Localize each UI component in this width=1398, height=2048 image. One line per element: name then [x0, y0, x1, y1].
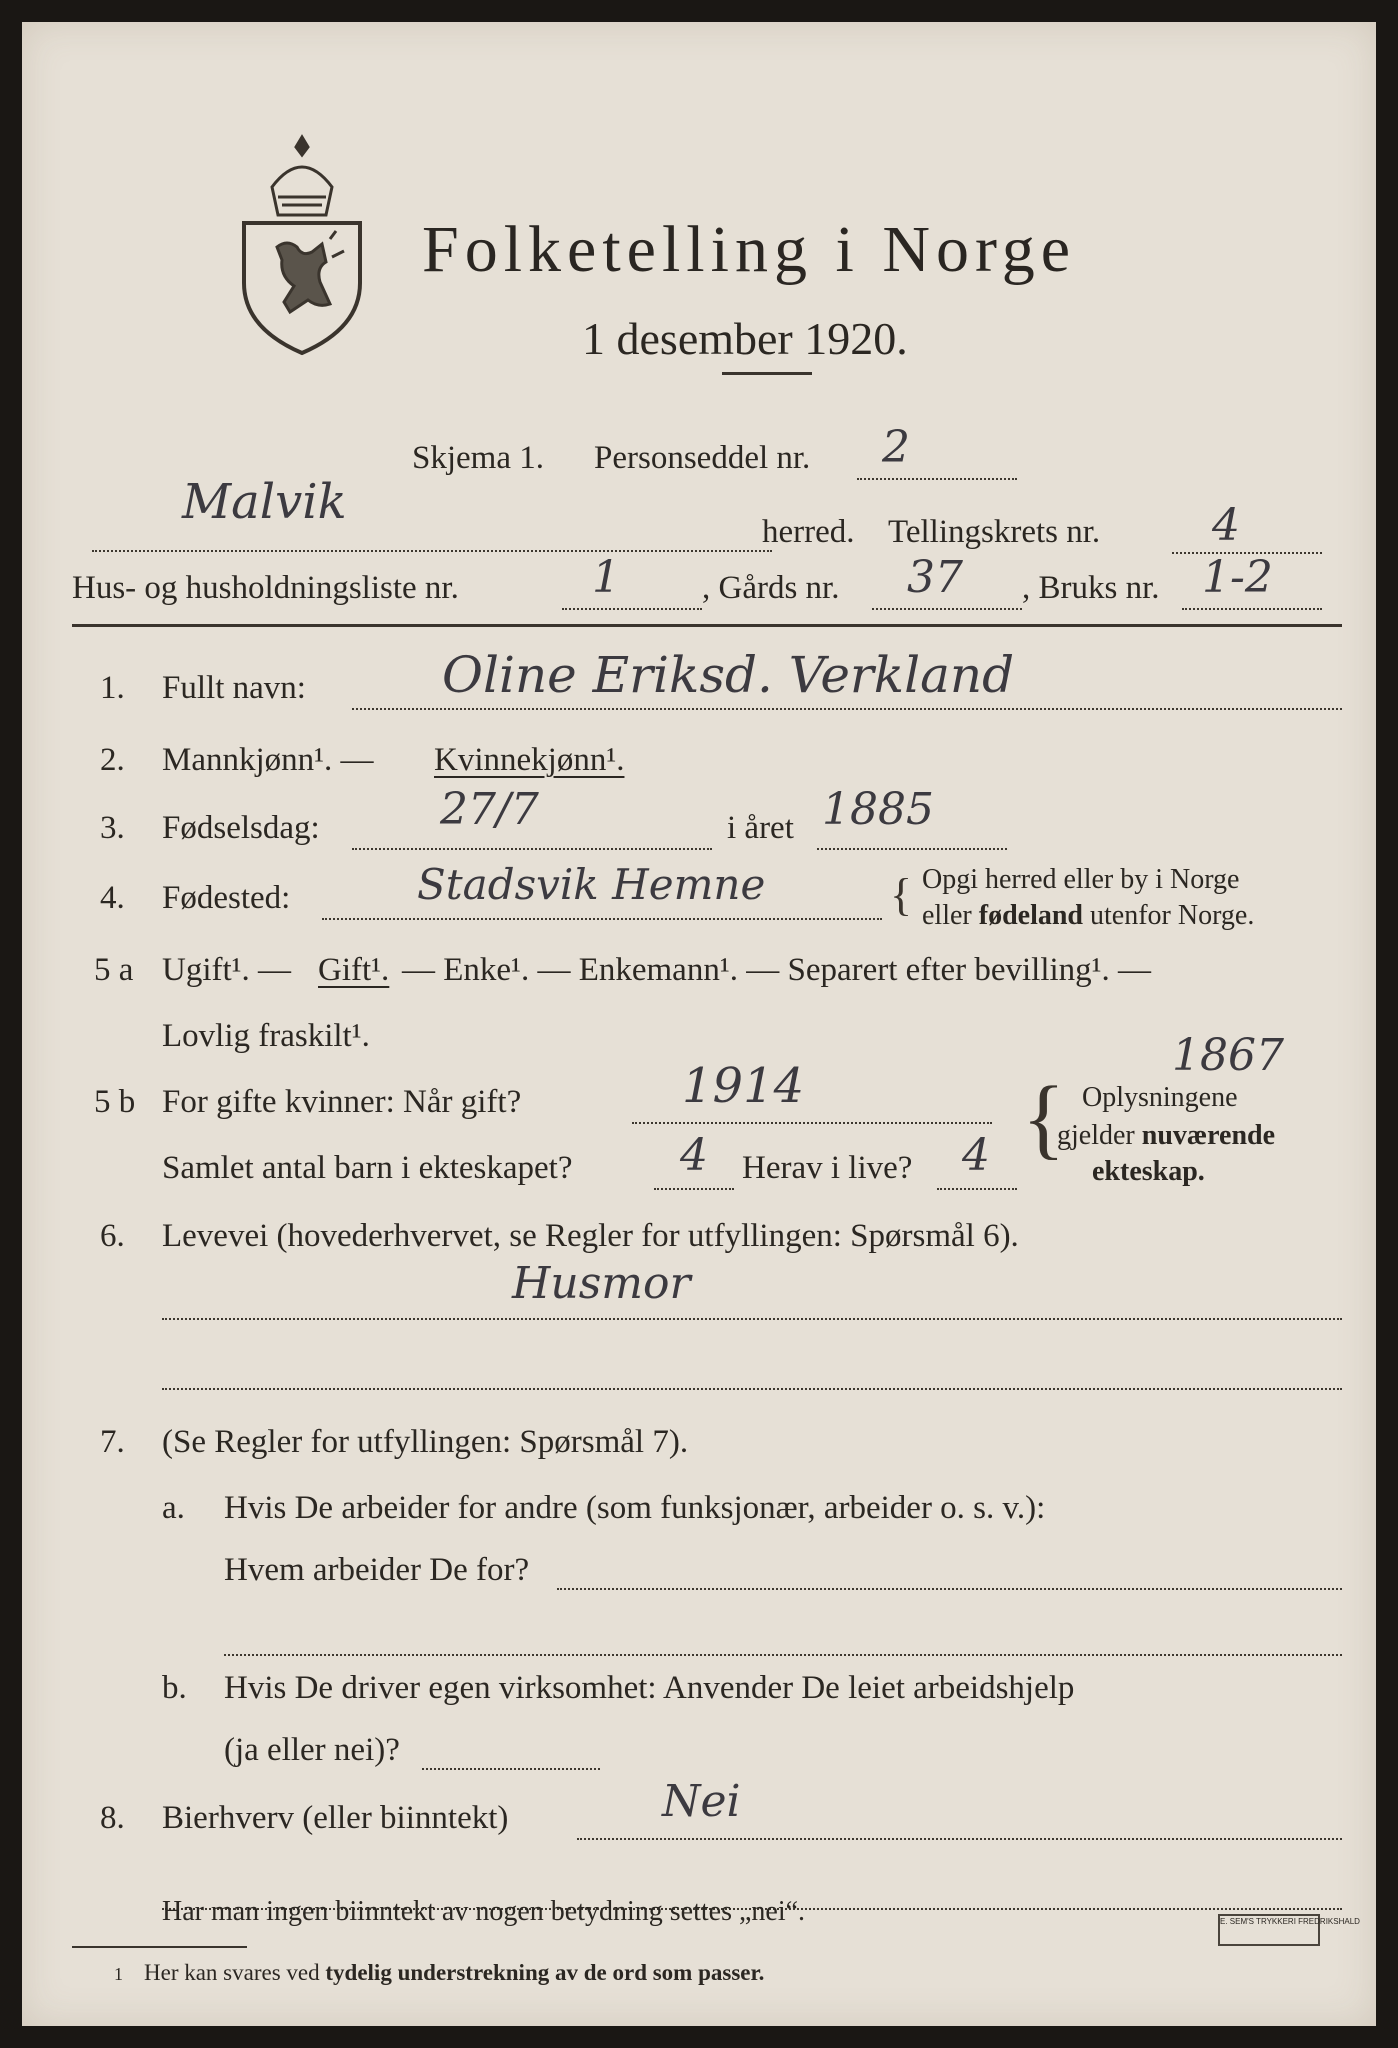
q5b-note-1: Oplysningene: [1082, 1082, 1238, 1113]
q7a-line2: Hvem arbeider De for?: [224, 1552, 530, 1588]
q6-number: 6.: [100, 1218, 125, 1254]
q5b-extra-value[interactable]: 1867: [1172, 1030, 1284, 1081]
form-date: 1 desember 1920.: [582, 313, 908, 364]
q3-value[interactable]: 27/7: [440, 784, 539, 835]
q4-note-line2: eller fødeland utenfor Norge.: [922, 900, 1255, 931]
personseddel-value[interactable]: 2: [882, 422, 910, 473]
q8-value[interactable]: Nei: [662, 1776, 741, 1827]
q5b-barn-value[interactable]: 4: [680, 1130, 708, 1181]
q7b-line2: (ja eller nei)?: [224, 1732, 400, 1768]
printer-stamp: E. SEM'S TRYKKERI FREDRIKSHALD: [1218, 1914, 1320, 1946]
q5b-note-3: ekteskap.: [1092, 1156, 1205, 1187]
form-title: Folketelling i Norge: [422, 213, 1077, 286]
footnote: Her kan svares ved tydelig understrekning av de ord som passer.: [144, 1960, 765, 1985]
husliste-value[interactable]: 1: [592, 552, 620, 603]
tellingskrets-value[interactable]: 4: [1212, 500, 1240, 551]
q5b-live-value[interactable]: 4: [962, 1130, 990, 1181]
q5a-line2: Lovlig fraskilt¹.: [162, 1018, 370, 1054]
skjema-label: Skjema 1.: [412, 440, 544, 476]
q5a-gift: Gift¹.: [318, 952, 390, 988]
q8-number: 8.: [100, 1800, 125, 1836]
bruks-value[interactable]: 1-2: [1202, 552, 1273, 603]
gards-label: , Gårds nr.: [702, 570, 840, 606]
footnote-mark: 1: [114, 1964, 123, 1984]
q3-year-label: i året: [727, 810, 794, 846]
q5b-note-2: gjelder nuværende: [1057, 1120, 1276, 1151]
tellingskrets-label: Tellingskrets nr.: [888, 514, 1101, 550]
q7-number: 7.: [100, 1424, 125, 1460]
q8-label: Bierhverv (eller biinntekt): [162, 1800, 509, 1836]
q6-label: Levevei (hovederhvervet, se Regler for utfyllingen: Spørsmål 6).: [162, 1218, 1019, 1254]
personseddel-label: Personseddel nr.: [594, 440, 811, 476]
q5b-number: 5 b: [94, 1084, 136, 1120]
q3-number: 3.: [100, 810, 125, 846]
q1-label: Fullt navn:: [162, 670, 306, 706]
q2-number: 2.: [100, 742, 125, 778]
q5b-barn-label: Samlet antal barn i ekteskapet?: [162, 1150, 573, 1186]
q5b-label: For gifte kvinner: Når gift?: [162, 1084, 522, 1120]
husliste-label: Hus- og husholdningsliste nr.: [72, 570, 459, 606]
norway-coat-of-arms-icon: [232, 127, 372, 357]
q5a-number: 5 a: [94, 952, 134, 988]
q2-mann: Mannkjønn¹. —: [162, 742, 374, 778]
q5a-ugift: Ugift¹. —: [162, 952, 292, 988]
herred-label: herred.: [762, 514, 855, 550]
q7a-letter: a.: [162, 1490, 185, 1526]
q4-note-line1: Opgi herred eller by i Norge: [922, 864, 1240, 895]
q7-label: (Se Regler for utfyllingen: Spørsmål 7).: [162, 1424, 689, 1460]
q7b-label: Hvis De driver egen virksomhet: Anvender De leiet arbeidshjelp: [224, 1670, 1075, 1706]
bruks-label: , Bruks nr.: [1022, 570, 1160, 606]
q4-label: Fødested:: [162, 880, 291, 916]
q5a-rest: — Enke¹. — Enkemann¹. — Separert efter bevilling¹. —: [402, 952, 1152, 988]
q5b-live-label: Herav i live?: [742, 1150, 913, 1186]
q7a-label: Hvis De arbeider for andre (som funksjonær, arbeider o. s. v.):: [224, 1490, 1046, 1526]
gards-value[interactable]: 37: [907, 552, 963, 603]
census-form-page: Folketelling i Norge 1 desember 1920. Skjema 1. Personseddel nr. 2 Malvik herred. Tellingskrets nr. 4 Hus- og husholdningsliste nr. 1 , Gårds nr. 37 , Bruks nr. 1-2 1. Fullt navn: Oline Eriksd. Verkland 2. Mannkjønn¹. — Kvinnekjønn¹. 3. Fødselsdag: 27/7 i året 1885 4. Fødested: Stadsvik Hemne { Opgi herred eller by i Norge eller fødeland utenfor Norge. 5 a Ugift¹. — Gift¹. — Enke¹. — Enkemann¹. — Separert efter bevilling¹. — Lovlig fraskilt¹. 1867 5 b For gifte kvinner: Når gift? 1914 Samlet antal barn i ekteskapet? 4 Herav i live? 4 { Oplysningene gjelder nuværende ekteskap. 6. Levevei (hovederhvervet, se Regler for utfyllingen: Spørsmål 6). Husmor 7. (Se Regler for utfyllingen: Spørsmål 7). a. Hvis De arbeider for andre (som funksjonær, arbeider o. s. v.): Hvem arbeider De for? b. Hvis De driver egen virksomhet: Anvender De leiet arbeidshjelp (ja eller nei)? 8. Bierhverv (eller biinntekt) Nei Har man ingen biinntekt av nogen betydning settes „nei“. 1 Her kan svares ved tydelig understrekning av de ord som passer. E. SEM'S TRYKKERI FREDRIKSHALD: [22, 22, 1376, 2026]
q1-number: 1.: [100, 670, 125, 706]
q1-value[interactable]: Oline Eriksd. Verkland: [442, 646, 1015, 704]
title-divider: [722, 372, 812, 375]
q2-kvinne: Kvinnekjønn¹.: [434, 742, 625, 778]
q5b-value[interactable]: 1914: [682, 1058, 805, 1114]
q6-value[interactable]: Husmor: [512, 1258, 691, 1309]
header-rule: [72, 624, 1342, 627]
footer-note: Har man ingen biinntekt av nogen betydning settes „nei“.: [162, 1896, 806, 1927]
q3-year-value[interactable]: 1885: [822, 784, 934, 835]
q7b-letter: b.: [162, 1670, 187, 1706]
q4-value[interactable]: Stadsvik Hemne: [417, 860, 766, 909]
herred-value[interactable]: Malvik: [182, 474, 347, 530]
q4-number: 4.: [100, 880, 125, 916]
q3-label: Fødselsdag:: [162, 810, 320, 846]
